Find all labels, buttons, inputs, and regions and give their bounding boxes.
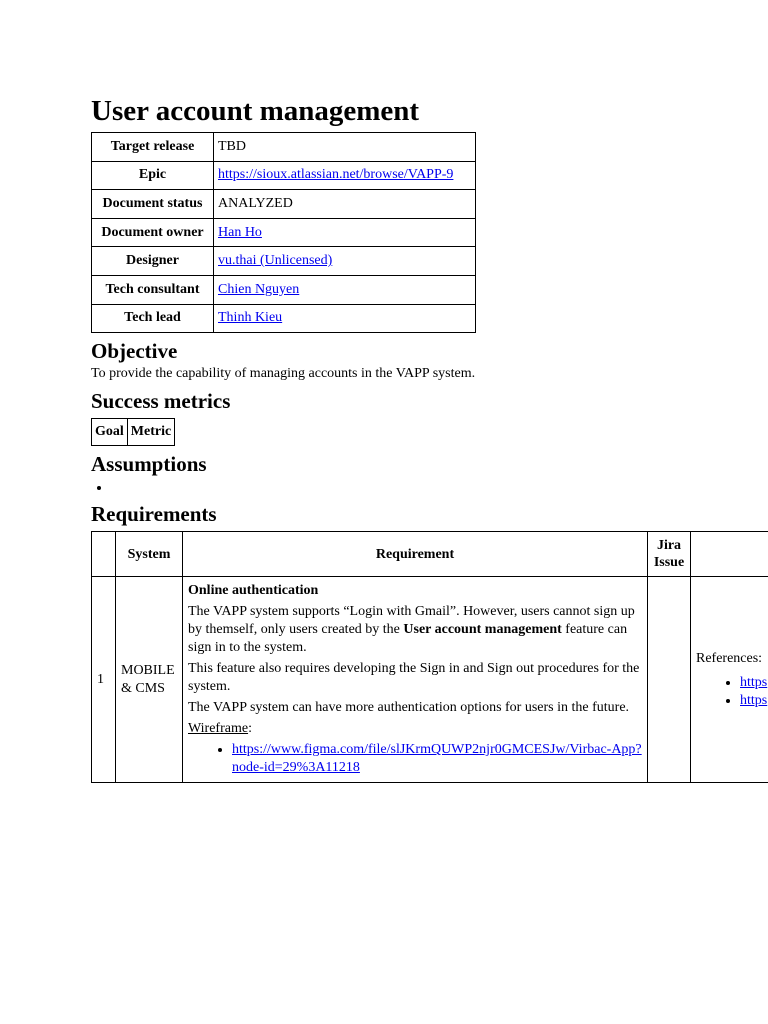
requirements-header-row <box>92 532 768 577</box>
target-release-label: Target release <box>92 133 214 162</box>
info-row-epic <box>92 161 476 190</box>
epic-link[interactable]: https://sioux.atlassian.net/browse/VAPP-9 <box>218 167 454 183</box>
info-row-designer <box>92 247 476 276</box>
page-title: User account management <box>91 95 420 127</box>
wireframe-link[interactable]: https://www.figma.com/file/slJKrmQUWP2njr0GMCESJw/Virbac-App?node-id=29%3A11218 <box>232 742 642 776</box>
designer-label: Designer <box>92 247 214 276</box>
success-metrics-heading: Success metrics <box>91 389 231 414</box>
tech-lead-label: Tech lead <box>92 304 214 333</box>
target-release-value: TBD <box>214 133 476 162</box>
references-label: References: <box>696 650 763 666</box>
list-item <box>740 692 768 710</box>
req-jira-issue <box>648 577 691 783</box>
requirements-heading: Requirements <box>91 502 217 527</box>
references-list <box>696 674 768 710</box>
info-row-tech-consultant <box>92 275 476 304</box>
reference-link-2[interactable]: https <box>740 692 768 708</box>
tech-consultant-link[interactable]: Chien Nguyen <box>218 281 300 297</box>
req-system: MOBILE & CMS <box>116 577 183 783</box>
list-item <box>232 741 642 777</box>
req-paragraph-1: The VAPP system supports “Login with Gmail”. However, users cannot sign up by themself, only users created by the User account management feature can sign in to the system. <box>188 604 635 656</box>
wireframe-line: Wireframe: <box>188 721 252 737</box>
req-paragraph-2: This feature also requires developing the Sign in and Sign out procedures for the system. <box>188 661 640 695</box>
list-item <box>740 674 768 692</box>
designer-link[interactable]: vu.thai (Unlicensed) <box>218 253 333 269</box>
tech-consultant-label: Tech consultant <box>92 275 214 304</box>
assumptions-heading: Assumptions <box>91 452 207 477</box>
info-row-document-owner <box>92 218 476 247</box>
requirements-table <box>91 531 768 783</box>
document-status-value: ANALYZED <box>214 190 476 219</box>
req-col-jira-issue: Jira Issue <box>648 532 691 577</box>
req-paragraph-3: The VAPP system can have more authentication options for users in the future. <box>188 700 630 716</box>
info-row-document-status <box>92 190 476 219</box>
document-owner-label: Document owner <box>92 218 214 247</box>
document-page <box>91 92 768 783</box>
req-description <box>183 577 648 783</box>
req-col-notes <box>691 532 768 577</box>
objective-text: To provide the capability of managing accounts in the VAPP system. <box>91 366 476 382</box>
document-info-table <box>91 132 476 333</box>
req-col-number <box>92 532 116 577</box>
req-notes <box>691 577 768 783</box>
info-row-target-release <box>92 133 476 162</box>
req-col-requirement: Requirement <box>183 532 648 577</box>
metrics-col-metric: Metric <box>127 419 174 446</box>
success-metrics-table <box>91 418 175 446</box>
tech-lead-link[interactable]: Thinh Kieu <box>218 310 283 326</box>
req-number: 1 <box>92 577 116 783</box>
wireframe-list <box>188 741 642 777</box>
epic-label: Epic <box>92 161 214 190</box>
table-row <box>92 577 768 783</box>
requirements-table-wrap <box>91 531 768 783</box>
assumptions-list <box>91 477 768 499</box>
wireframe-label: Wireframe <box>188 721 249 737</box>
metrics-col-goal: Goal <box>92 419 128 446</box>
reference-link-1[interactable]: https <box>740 674 768 690</box>
document-owner-link[interactable]: Han Ho <box>218 224 262 240</box>
info-row-tech-lead <box>92 304 476 333</box>
list-item <box>111 477 768 499</box>
req-col-system: System <box>116 532 183 577</box>
req-title: Online authentication <box>188 583 319 599</box>
document-status-label: Document status <box>92 190 214 219</box>
objective-heading: Objective <box>91 339 178 364</box>
